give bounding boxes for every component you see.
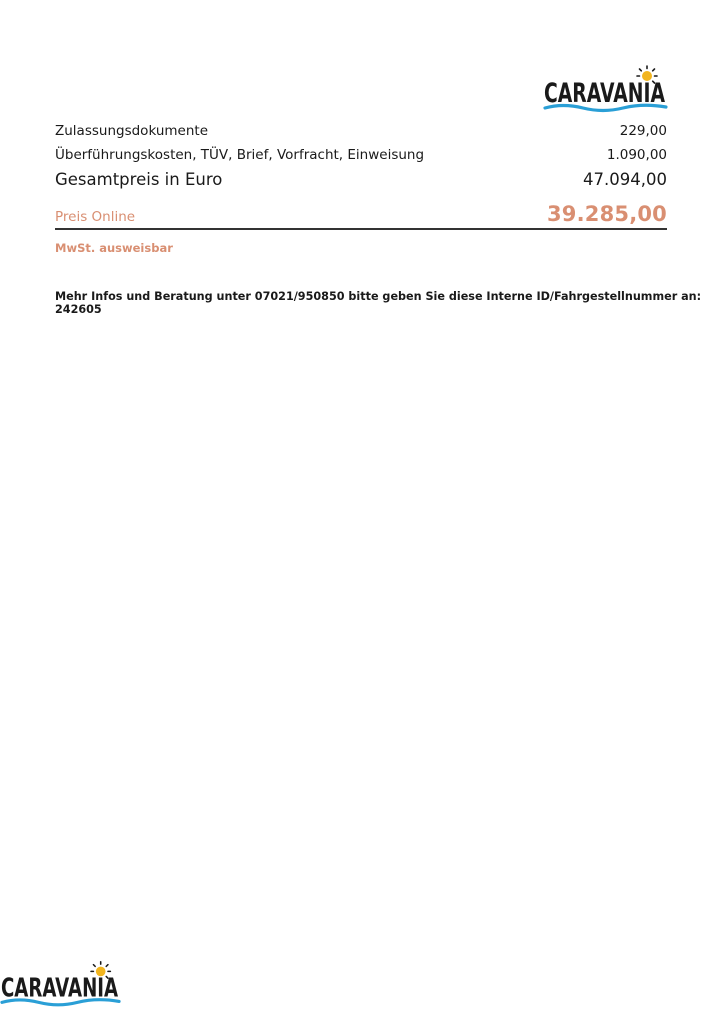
total-price-row: [55, 170, 667, 189]
vat-note: MwSt. ausweisbar: [55, 241, 173, 255]
divider: [55, 228, 667, 230]
svg-text:CARAVANIA: CARAVANIA: [544, 78, 666, 109]
total-price-value: 47.094,00: [583, 170, 667, 189]
online-price-value: 39.285,00: [546, 202, 667, 226]
line-item-label: Überführungskosten, TÜV, Brief, Vorfracht, Einweisung: [55, 147, 425, 163]
caravania-logo-footer: [0, 958, 122, 1010]
online-price-label: Preis Online: [55, 209, 136, 225]
contact-info-text: Mehr Infos und Beratung unter 07021/950850 bitte geben Sie diese Interne ID/Fahrgestellnummer an: 242605: [55, 290, 702, 316]
total-price-label: Gesamtpreis in Euro: [55, 170, 223, 189]
caravania-logo: [543, 64, 669, 114]
line-item: [55, 147, 667, 163]
line-item-value: 229,00: [619, 123, 667, 139]
svg-text:CARAVANIA: CARAVANIA: [0, 973, 119, 1004]
line-item: [55, 123, 667, 139]
line-item-label: Zulassungsdokumente: [55, 123, 209, 139]
line-item-value: 1.090,00: [606, 147, 667, 163]
online-price-row: [55, 202, 667, 226]
